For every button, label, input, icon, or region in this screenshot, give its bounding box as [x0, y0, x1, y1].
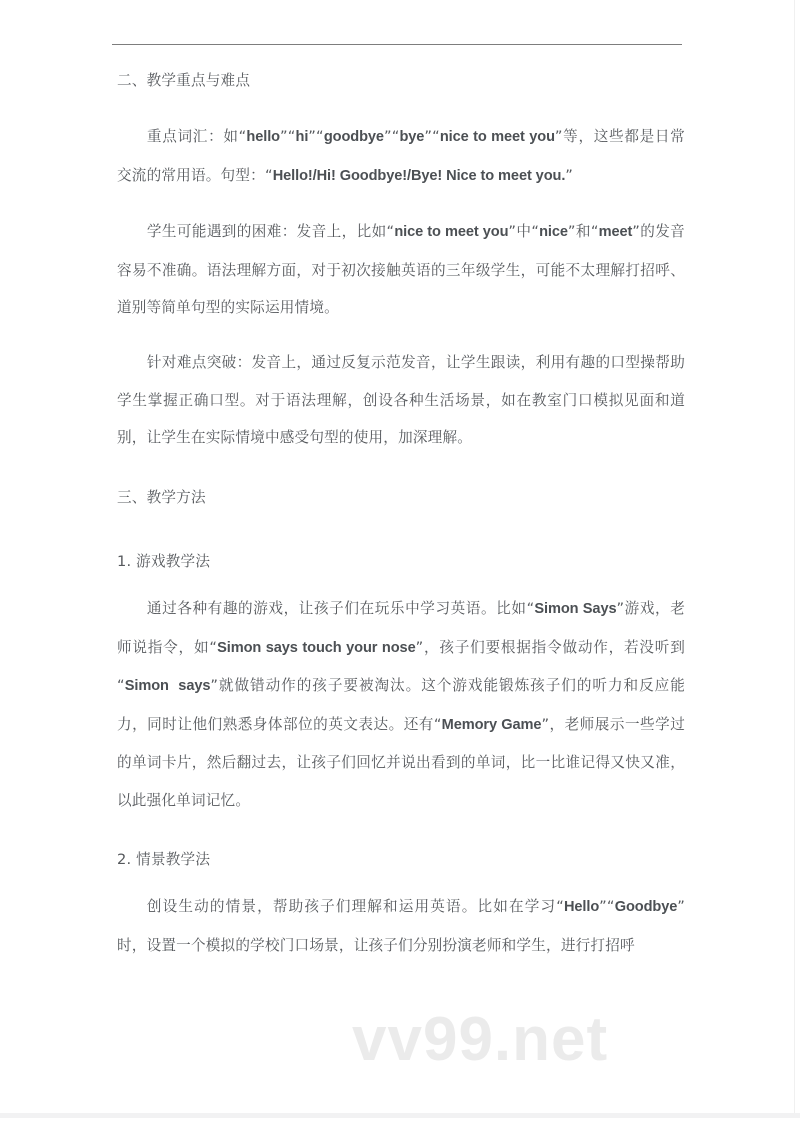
paragraph-scenario-method: 创设生动的情景，帮助孩子们理解和运用英语。比如在学习“Hello”“Goodbye”时，设置一个模拟的学校门口场景，让孩子们分别扮演老师和学生，进行打招呼: [117, 898, 685, 954]
spacer: [117, 326, 685, 344]
latin-run: hello: [246, 129, 280, 146]
subsection-heading-scenario-method: 2. 情景教学法: [117, 850, 211, 868]
spacer: [117, 195, 685, 213]
spacer: [117, 580, 685, 590]
spacer: [117, 878, 685, 888]
section-heading-three: 三、教学方法: [117, 488, 206, 506]
latin-run: hi: [295, 129, 309, 146]
paragraph-game-method: 通过各种有趣的游戏，让孩子们在玩乐中学习英语。比如“Simon Says”游戏，老师说指令，如“Simon says touch your nose”，孩子们要根据指令做动作，若没听到“Simon says”就做错动作的孩子要被淘汰。这个游戏能锻炼孩子们的听力和反应能力，同时让他们熟悉身体部位的英文表达。还有“Memory Game”，老师展示一些学过的单词卡片，然后翻过去，让孩子们回忆并说出看到的单词，比一比谁记得又快又准，以此强化单词记忆。: [117, 600, 686, 809]
latin-run: Goodbye: [614, 899, 678, 916]
paragraph-key-vocabulary: 重点词汇：如“hello”“hi”“goodbye”“bye”“nice to meet you”等，这些都是日常交流的常用语。句型：“Hello!/Hi! Goodbye!/Bye! Nice to meet you.”: [117, 128, 685, 184]
paragraph-student-difficulties: 学生可能遇到的困难：发音上，比如“nice to meet you”中“nice”和“meet”的发音容易不准确。语法理解方面，对于初次接触英语的三年级学生，可能不太理解打招呼、道别等简单句型的实际运用情境。: [117, 223, 685, 317]
latin-run: Simon says: [124, 678, 211, 695]
latin-run: goodbye: [323, 129, 384, 146]
latin-run: Hello!/Hi! Goodbye!/Bye! Nice to meet you.: [272, 167, 566, 184]
latin-run: Memory Game: [441, 716, 542, 733]
subsection-heading-game-method: 1. 游戏教学法: [117, 553, 211, 571]
section-heading-two: 二、教学重点与难点: [117, 72, 251, 89]
spacer: [117, 819, 685, 841]
latin-run: Hello: [563, 899, 600, 916]
latin-run: Simon says touch your nose: [217, 639, 416, 656]
spacer: [117, 108, 685, 118]
latin-run: meet: [598, 224, 633, 241]
site-watermark: vv99.net: [352, 1005, 609, 1074]
document-content: [117, 62, 685, 964]
header-rule: [112, 44, 682, 45]
spacer: [117, 457, 685, 479]
latin-run: Simon Says: [534, 601, 617, 618]
paragraph-difficulty-breakthrough: 针对难点突破：发音上，通过反复示范发音，让学生跟读，利用有趣的口型操帮助学生掌握正确口型。对于语法理解，创设各种生活场景，如在教室门口模拟见面和道别，让学生在实际情境中感受句型的使用，加深理解。: [117, 354, 685, 447]
latin-run: nice: [539, 224, 568, 241]
latin-run: nice to meet you: [394, 224, 509, 241]
latin-run: bye: [399, 129, 425, 146]
latin-run: nice to meet you: [439, 129, 555, 146]
spacer: [117, 525, 685, 543]
